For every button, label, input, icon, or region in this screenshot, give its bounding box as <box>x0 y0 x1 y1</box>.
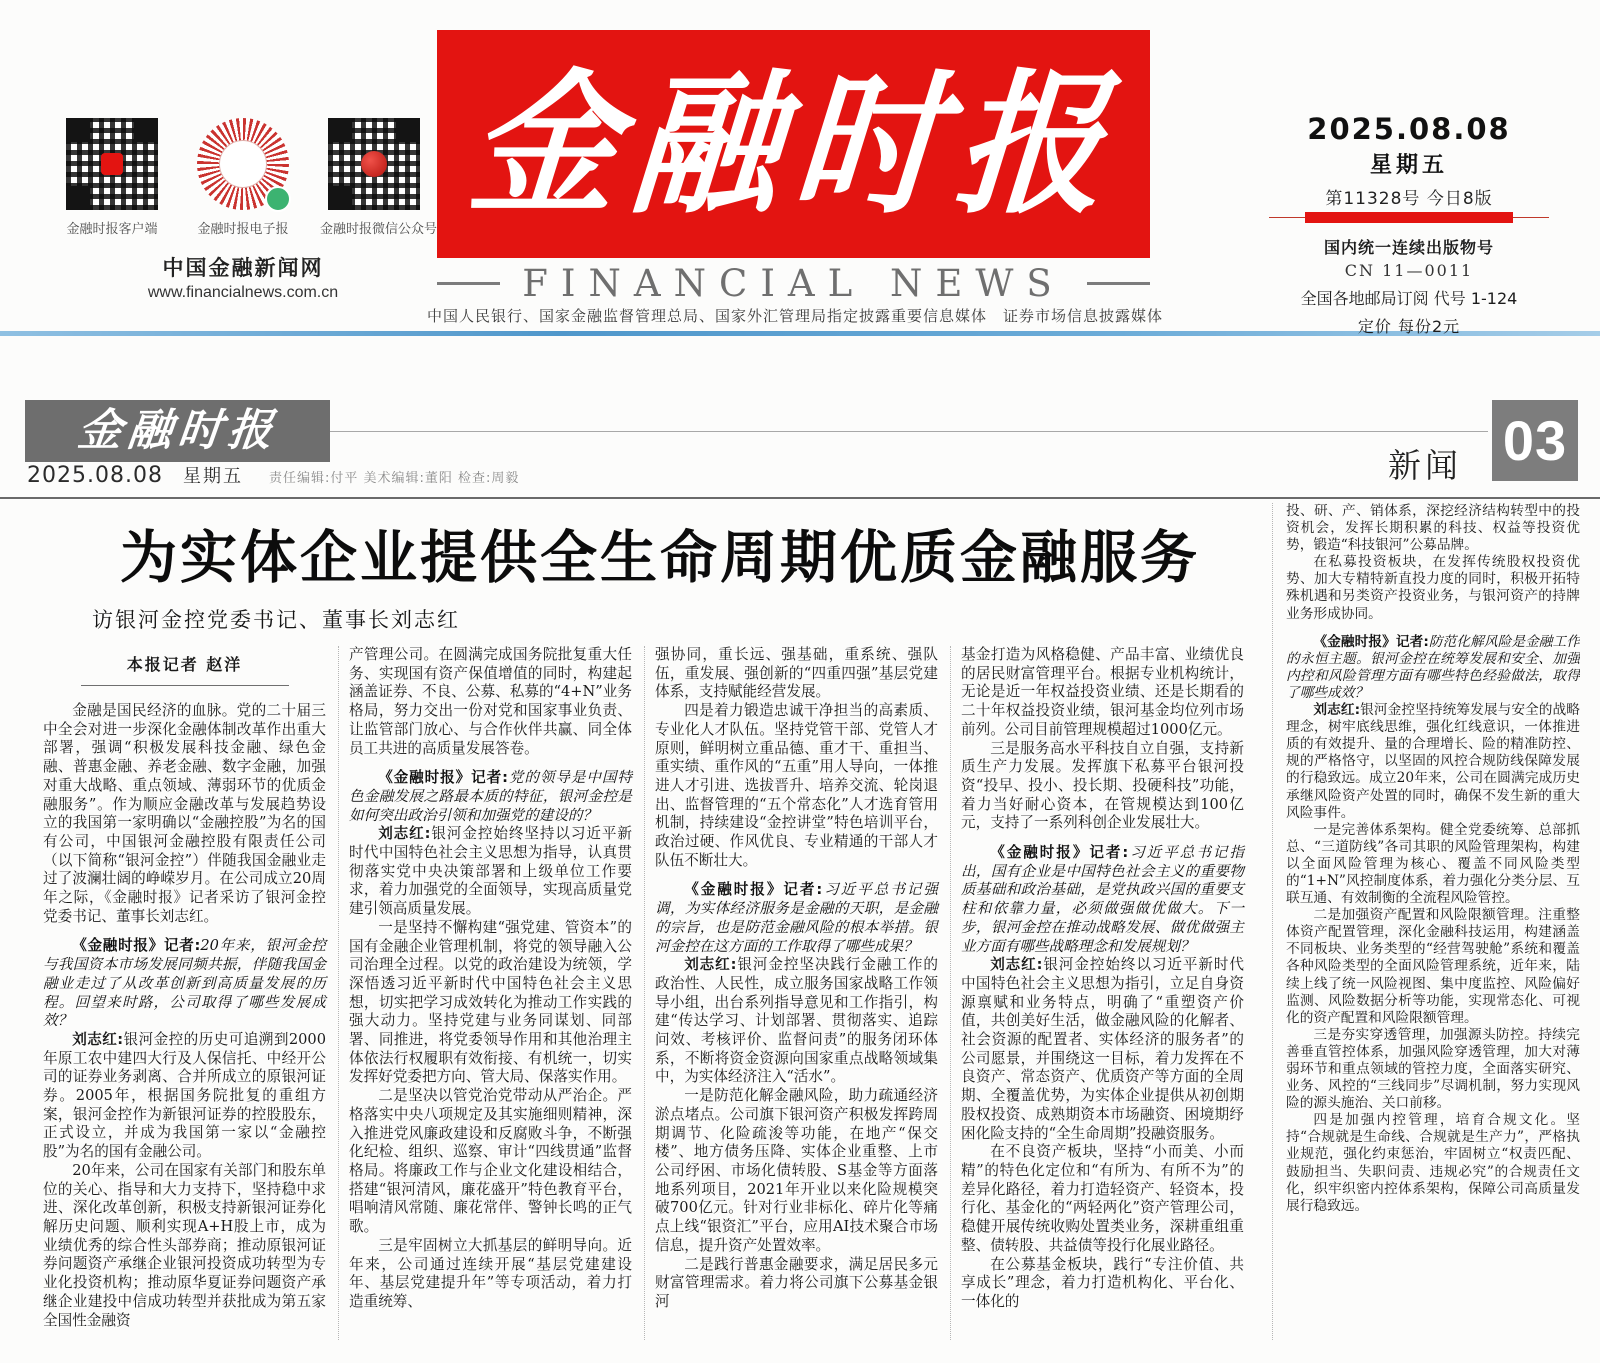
issue-date: 2025.08.08 <box>1307 112 1511 146</box>
english-title-text: FINANCIAL NEWS <box>522 262 1065 305</box>
page-number-box <box>1492 400 1578 481</box>
issn-number: CN 11—0011 <box>1344 261 1474 280</box>
speaker-label: 刘志红: <box>1313 702 1361 719</box>
paragraph: 金融是国民经济的血脉。党的二十届三中全会对进一步深化金融体制改革作出重大部署，强调“积极发展科技金融、绿色金融、普惠金融、养老金融、数字金融，加强对重大战略、重点领域、薄弱环节的优质金融服务”。作为顺应金融改革与发展趋势设立的我国第一家明确以“金融控股”为名的国有公司，中国银河金融控股有限责任公司（以下简称“银河金控”）伴随我国金融业走过了波澜壮阔的峥嵘岁月。在公司成立20周年之际，《金融时报》记者采访了银河金控党委书记、董事长刘志红。 <box>43 702 326 925</box>
paragraph: 刘志红:银河金控坚决践行金融工作的政治性、人民性，成立服务国家战略工作领导小组，出台系列指导意见和工作指引，构建“传达学习、计划部署、贯彻落实、追踪问效、考核评价、监督问责”的服务闭环体系，不断将资金资源向国家重点战略领域集中，为实体经济注入“活水”。 <box>655 956 938 1086</box>
paragraph: 强协同，重长远、强基础，重系统、强队伍，重发展、强创新的“四重四强”基层党建体系，支持赋能经营发展。 <box>655 646 938 701</box>
article-column <box>339 646 645 1340</box>
newspaper-title: 金融时报 <box>463 53 1124 235</box>
strip-date: 2025.08.08 <box>27 463 163 488</box>
qr-code-wechat-icon <box>328 118 420 210</box>
issn-label: 国内统一连续出版物号 <box>1323 238 1494 257</box>
subscribe-info: 全国各地邮局订阅 代号 1-124 <box>1300 289 1518 308</box>
article-column <box>645 646 951 1340</box>
paragraph: 四是加强内控管理，培育合规文化。坚持“合规就是生命线、合规就是生产力”，严格执业规范，强化约束惩治，牢固树立“权责匹配、鼓励担当、失职问责、违规必究”的合规责任文化，织牢织密内控体系架构，保障公司高质量发展行稳致远。 <box>1286 1112 1580 1214</box>
masthead-english-title <box>437 262 1150 305</box>
paragraph: 四是着力锻造忠诚干净担当的高素质、专业化人才队伍。坚持党管干部、党管人才原则，鲜明树立重品德、重才干、重担当、重实绩、重作风的“五重”用人导向，一体推进人才引进、选拔晋升、培养交流、轮岗退出、监督管理的“五个常态化”人才选育管用机制，持续建设“金控讲堂”特色培训平台，政治过硬、作风优良、专业精通的干部人才队伍不断壮大。 <box>655 702 938 869</box>
page-number: 03 <box>1502 409 1568 472</box>
strip-date-row <box>27 462 519 488</box>
title-dash-left <box>437 282 500 285</box>
paragraph: 投、研、产、销体系，深挖经济结构转型中的投资机会，发挥长期积累的科技、权益等投资优势，锻造“科技银河”公募品牌。 <box>1286 503 1580 554</box>
speaker-label: 《金融时报》记者: <box>990 844 1129 862</box>
designated-media-line: 中国人民银行、国家金融监督管理总局、国家外汇管理局指定披露重要信息媒体 证券市场信息披露媒体 <box>426 307 1163 325</box>
site-block <box>58 252 428 302</box>
paragraph: 三是牢固树立大抓基层的鲜明导向。近年来，公司通过连续开展“基层党建建设年、基层党建提升年”等专项活动，着力打造重统筹、 <box>349 1236 632 1310</box>
speaker-label: 《金融时报》记者: <box>72 937 201 955</box>
paragraph: 在公募基金板块，践行“专注价值、共享成长”理念，着力打造机构化、平台化、一体化的 <box>961 1255 1244 1310</box>
qr-epaper-logo-icon <box>219 140 267 188</box>
qr-item-wechat <box>320 118 438 237</box>
question-paragraph: 《金融时报》记者:习近平总书记强调，为实体经济服务是金融的天职，是金融的宗旨，也是防范金融风险的根本举措。银河金控在这方面的工作取得了哪些成果？ <box>655 881 938 955</box>
speaker-label: 刘志红: <box>378 825 431 843</box>
byline: 本报记者 赵洋 <box>81 652 289 686</box>
issue-info-box <box>1248 112 1570 337</box>
site-name: 中国金融新闻网 <box>162 256 324 280</box>
question-paragraph: 《金融时报》记者:20年来，银河金控与我国资本市场发展同频共振，伴随我国金融业走过了从改革创新到高质量发展的历程。回望来时路，公司取得了哪些发展成效？ <box>43 937 326 1030</box>
paragraph: 一是完善体系架构。健全党委统筹、总部抓总、“三道防线”各司其职的风险管理架构，构建以全面风险管理为核心、覆盖不同风险类型的“1+N”风控制度体系，着力强化分类分层、互联互通、有效制衡的全流程风险管控。 <box>1286 821 1580 907</box>
qr-wechat-logo-icon <box>361 151 387 177</box>
article-column <box>1272 503 1580 1340</box>
speaker-label: 《金融时报》记者: <box>378 769 509 787</box>
masthead-banner <box>437 30 1150 258</box>
qr-app-logo-icon <box>101 153 123 175</box>
qr-code-epaper-icon <box>197 118 289 210</box>
issue-red-bar <box>1269 217 1549 229</box>
speaker-label: 《金融时报》记者: <box>684 881 823 899</box>
qr-item-app <box>58 118 166 237</box>
paragraph: 刘志红:银河金控坚持统筹发展与安全的战略理念，树牢底线思维，强化红线意识，一体推进质的有效提升、量的合理增长、险的精准防控、规的严格恪守，以坚固的风控合规防线保障发展的行稳致远。成立20年来，公司在圆满完成历史承继风险资产处置的同时，确保不发生新的重大风险事件。 <box>1286 702 1580 821</box>
paragraph: 二是加强资产配置和风险限额管理。注重整体资产配置管理，深化金融科技运用，构建涵盖不同板块、业务类型的“经营驾驶舱”系统和覆盖各种风险类型的全面风险管理系统，近年来，陆续上线了统一风险视图、集中度监控、风险偏好监测、风险数据分析等功能，实现常态化、可视化的资产配置和风险限额管理。 <box>1286 907 1580 1026</box>
speaker-label: 《金融时报》记者: <box>1313 633 1429 650</box>
qr-code-app-icon <box>66 118 158 210</box>
paragraph: 三是服务高水平科技自立自强，支持新质生产力发展。发挥旗下私募平台银河投资“投早、投小、投长期、投硬科技”功能，着力当好耐心资本，在管规模达到100亿元，支持了一系列科创企业发展壮大。 <box>961 739 1244 832</box>
paragraph: 产管理公司。在圆满完成国务院批复重大任务、实现国有资产保值增值的同时，构建起涵盖证券、不良、公募、私募的“4+N”业务格局，努力交出一份对党和国家事业负责、让监管部门放心、与合作伙伴共赢、同全体员工共进的高质量发展答卷。 <box>349 646 632 757</box>
qr-item-epaper <box>189 118 297 237</box>
site-url: www.financialnews.com.cn <box>147 284 339 301</box>
red-bar-icon <box>1305 212 1513 223</box>
paragraph: 刘志红:银河金控始终以习近平新时代中国特色社会主义思想为指引，立足自身资源禀赋和业务特点，明确了“重塑资产价值，共创美好生活，做金融风险的化解者、社会资源的配置者、实体经济的服务者”的公司愿景，并围绕这一目标，着力发挥在不良资产、常态资产、优质资产等方面的全周期、全覆盖优势，为实体企业提供从初创期股权投资、成熟期资本市场融资、困境期纾困化险支持的“全生命周期”投融资服务。 <box>961 956 1244 1142</box>
question-paragraph: 《金融时报》记者:党的领导是中国特色金融发展之路最本质的特征，银河金控是如何突出政治引领和加强党的建设的？ <box>349 769 632 824</box>
qr-block <box>58 118 438 237</box>
question-paragraph: 《金融时报》记者:习近平总书记指出，国有企业是中国特色社会主义的重要物质基础和政治基础，是党执政兴国的重要支柱和依靠力量，必须做强做优做大。下一步，银河金控在推动战略发展、做优做强主业方面有哪些战略理念和发展规划？ <box>961 844 1244 955</box>
strip-logo-text: 金融时报 <box>74 405 281 456</box>
paragraph: 二是践行普惠金融要求，满足居民多元财富管理需求。着力将公司旗下公募基金银河 <box>655 1255 938 1310</box>
qr-label-wechat: 金融时报微信公众号 <box>320 222 438 237</box>
paragraph: 基金打造为风格稳健、产品丰富、业绩优良的居民财富管理平台。根据专业机构统计，无论是近一年权益投资业绩、还是长期看的二十年权益投资业绩，银河基金均位列市场前列。公司目前管理规模超过1000亿元。 <box>961 646 1244 738</box>
paragraph: 二是坚决以管党治党带动从严治企。严格落实中央八项规定及其实施细则精神，深入推进党风廉政建设和反腐败斗争，不断强化纪检、组织、巡察、审计“四线贯通”监督格局。将廉政工作与企业文化建设相结合，搭建“银河清风，廉花盛开”特色教育平台，唱响清风常随、廉花常伴、警钟长鸣的正气歌。 <box>349 1087 632 1236</box>
article-column <box>951 646 1256 1340</box>
paragraph: 在不良资产板块，坚持“小而美、小而精”的特色化定位和“有所为、有所不为”的差异化路径，着力打造轻资产、轻资本，投行化、基金化的“两轻两化”资产管理公司，稳健开展传统收购处置类业务，深耕重组重整、债转股、共益债等投行化展业路径。 <box>961 1143 1244 1254</box>
speaker-label: 刘志红: <box>990 956 1043 974</box>
issue-weekday: 星期五 <box>1369 153 1448 178</box>
paragraph: 刘志红:银河金控的历史可追溯到2000年原工农中建四大行及人保信托、中经开公司的证券业务剥离、合并所成立的原银河证券。2005年，根据国务院批复的重组方案，银河金控作为新银河证券的控股股东，正式设立，并成为我国第一家以“金融控股”为名的国有金融公司。 <box>43 1030 326 1161</box>
qr-label-app: 金融时报客户端 <box>66 222 158 237</box>
speaker-label: 刘志红: <box>684 956 737 974</box>
paragraph: 一是防范化解金融风险，助力疏通经济淤点堵点。公司旗下银河资产积极发挥跨周期调节、化险疏浚等功能，在地产“保交楼”、地方债务压降、实体企业重整、上市公司纾困、市场化债转股、S基金等方面落地系列项目，2021年开业以来化险规模突破700亿元。针对行业非标化、碎片化等痛点上线“银资汇”平台，应用AI技术聚合市场信息，提升资产处置效率。 <box>655 1087 938 1254</box>
strip-rule <box>330 431 1488 432</box>
article-column <box>33 646 339 1340</box>
article-subhead: 访银河金控党委书记、董事长刘志红 <box>92 608 460 632</box>
qr-label-epaper: 金融时报电子报 <box>197 222 289 237</box>
strip-weekday: 星期五 <box>182 466 243 487</box>
paragraph: 在私募投资板块，在发挥传统股权投资优势、加大专精特新直投力度的同时，积极开拓特殊机遇和另类资产投资业务，与银河资产的持牌业务形成协同。 <box>1286 554 1580 622</box>
strip-editors: 责任编辑:付平 美术编辑:董阳 检查:周毅 <box>268 471 520 486</box>
paragraph: 20年来，公司在国家有关部门和股东单位的关心、指导和大力支持下，坚持稳中求进、深化改革创新，积极支持新银河证券化解历史问题、顺利实现A+H股上市，成为业绩优秀的综合性头部券商；推动原银河证券问题资产承继企业银河投资成功转型为专业化投资机构；推动原华夏证券问题资产承继企业建投中信成功转型并获批成为第五家全国性金融资 <box>43 1161 326 1329</box>
price-info: 定价 每份2元 <box>1357 317 1461 336</box>
paragraph: 一是坚持不懈构建“强党建、管资本”的国有金融企业管理机制，将党的领导融入公司治理全过程。以党的政治建设为统领，学深悟透习近平新时代中国特色社会主义思想，切实把学习成效转化为推动工作实践的强大动力。坚持党建与业务同谋划、同部署、同推进，将党委领导作用和其他治理主体依法行权履职有效衔接、有机统一，切实发挥好党委把方向、管大局、保落实作用。 <box>349 918 632 1086</box>
paragraph: 刘志红:银河金控始终坚持以习近平新时代中国特色社会主义思想为指导，认真贯彻落实党中央决策部署和上级单位工作要求，着力加强党的全面领导，实现高质量党建引领高质量发展。 <box>349 825 632 918</box>
strip-logo <box>25 400 330 462</box>
section-label: 新闻 <box>1388 446 1462 485</box>
speaker-label: 刘志红: <box>72 1030 124 1048</box>
strip-bottom-rule <box>0 497 1600 499</box>
question-paragraph: 《金融时报》记者:防范化解风险是金融工作的永恒主题。银河金控在统筹发展和安全、加强内控和风险管理方面有哪些特色经验做法，取得了哪些成效？ <box>1286 633 1580 701</box>
article-columns <box>33 646 1265 1340</box>
issue-number: 第11328号 今日8版 <box>1325 189 1493 209</box>
article-headline: 为实体企业提供全生命周期优质金融服务 <box>120 524 1200 591</box>
paragraph: 三是夯实穿透管理，加强源头防控。持续完善垂直管控体系，加强风险穿透管理，加大对薄弱环节和重点领域的管控力度，全面落实研究、业务、风控的“三线同步”尽调机制，努力实现风险的源头施治、关口前移。 <box>1286 1026 1580 1112</box>
qr-epaper-badge-icon <box>265 186 291 212</box>
title-dash-right <box>1087 282 1150 285</box>
